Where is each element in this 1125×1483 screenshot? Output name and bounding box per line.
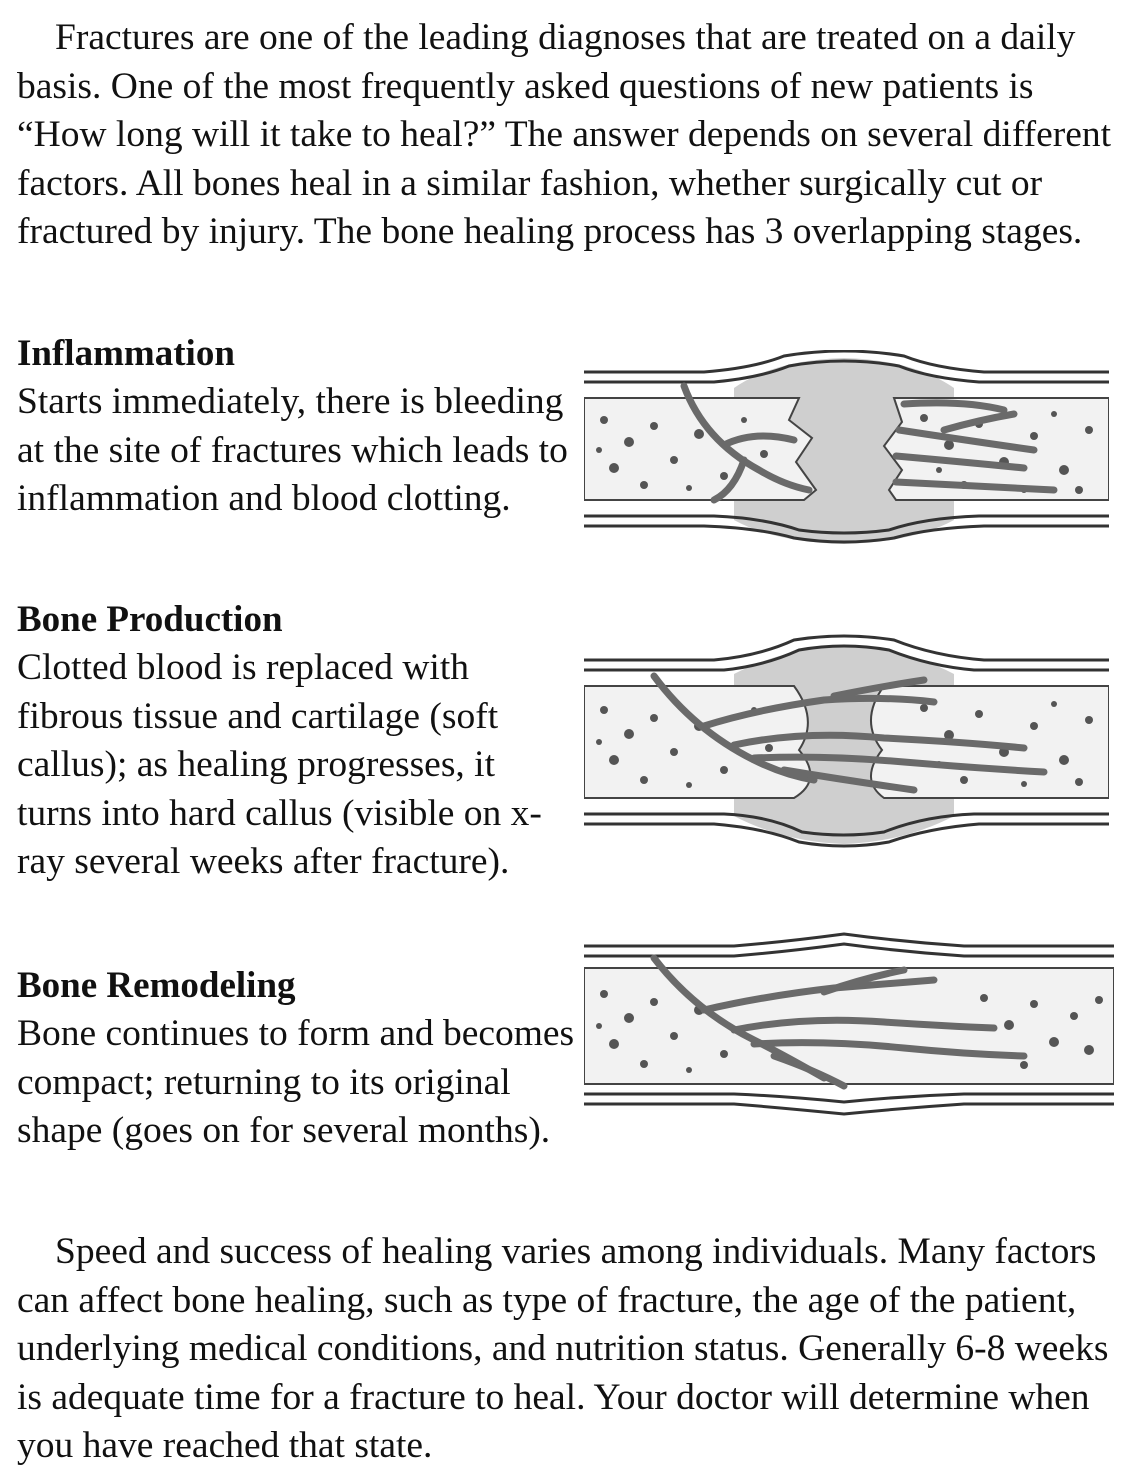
fractured-bone-inflammation-illustration xyxy=(584,350,1109,550)
stage-description: Clotted blood is replaced with fibrous tissue and cartilage (soft callus); as healing progresses, it turns into hard callus (visible on x-ray several weeks after fracture). xyxy=(17,647,542,883)
stage-title: Inflammation xyxy=(17,333,235,374)
stage-title: Bone Production xyxy=(17,599,283,640)
intro-paragraph: Fractures are one of the leading diagnoses that are treated on a daily basis. One of the most frequently asked questions of new patients is “How long will it take to heal?” The answer depends on several different factors. All bones heal in a similar fashion, whether surgically cut or fractured by injury. The bone healing process has 3 overlapping stages. xyxy=(17,17,1112,253)
stage-inflammation xyxy=(17,330,577,524)
stage-bone-production xyxy=(17,596,577,887)
bone-soft-callus-illustration xyxy=(584,630,1109,860)
outro-paragraph: Speed and success of healing varies among individuals. Many factors can affect bone healing, such as type of fracture, the age of the patient, underlying medical conditions, and nutrition status. Generally 6-8 weeks is adequate time for a fracture to heal. Your doctor will determine when you have reached that state. xyxy=(17,1231,1109,1467)
stage-description: Bone continues to form and becomes compact; returning to its original shape (goes on for several months). xyxy=(17,1013,575,1152)
stage-description: Starts immediately, there is bleeding at the site of fractures which leads to inflammation and blood clotting. xyxy=(17,381,568,520)
stage-title: Bone Remodeling xyxy=(17,965,296,1006)
bone-remodeled-illustration xyxy=(584,930,1114,1130)
stage-bone-remodeling xyxy=(17,962,577,1156)
